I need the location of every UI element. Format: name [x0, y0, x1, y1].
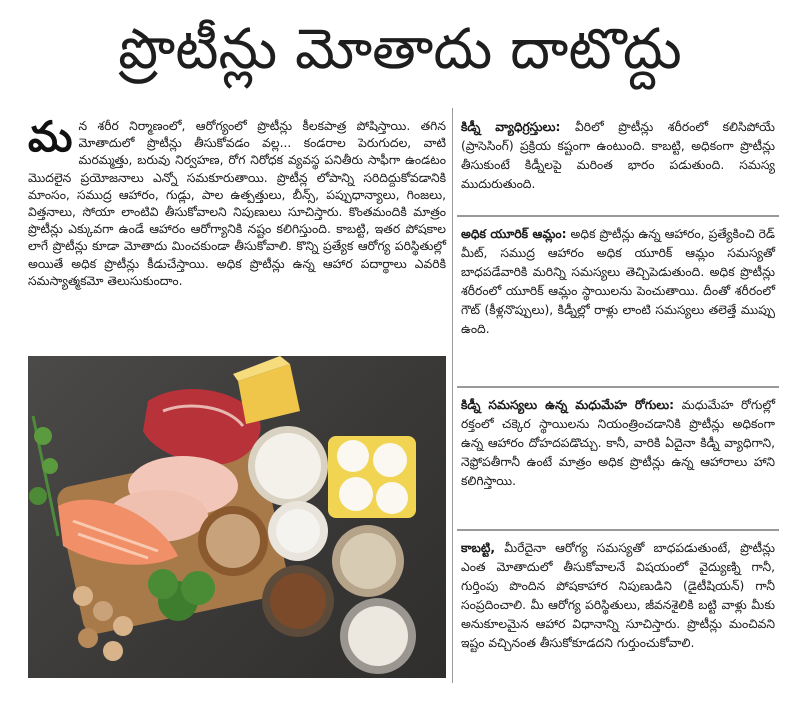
box-body: వీరిలో ప్రొటీన్లు శరీరంలో కలిసిపోయే (ప్రాసెసింగ్) ప్రక్రియ కష్టంగా ఉంటుంది. కాబట్టి, అధికంగా ప్రొటీన్లు తీసుకుంటే కిడ్నీలపై మరింత భారం పడుతుంది. సమస్య ముదురుతుంది. [461, 120, 775, 191]
headline: ప్రొటీన్లు మోతాదు దాటొద్దు [118, 17, 682, 82]
column-divider [452, 108, 453, 683]
box-uric-acid [457, 217, 779, 388]
intro-article [28, 112, 446, 290]
box-heading: కాబట్టి, [461, 541, 496, 555]
box-heading: కిడ్నీ వ్యాధిగ్రస్తులు: [461, 120, 561, 134]
box-diabetic-kidney [457, 388, 779, 531]
box-body: అధిక ప్రొటీన్లు ఉన్న ఆహారం, ప్రత్యేకించి రెడ్ మీట్, సముద్ర ఆహారం అధిక యూరిక్ ఆమ్లం సమస్యతో బాధపడేవారికి మరిన్ని సమస్యలు తెచ్చిపెడుతుంది. అధిక ప్రొటీన్లు శరీరంలో యూరిక్ ఆమ్లం స్థాయిలను పెంచుతాయి. దీంతో శరీరంలో గౌట్ (కీళ్లనొప్పులు), కిడ్నీల్లో రాళ్లు లాంటి సమస్యలు తలెత్తే ముప్పు ఉంది. [461, 227, 776, 336]
food-photo [28, 356, 446, 678]
box-kidney-patients [457, 110, 779, 217]
box-body: మీరేదైనా ఆరోగ్య సమస్యతో బాధపడుతుంటే, ప్రొటీన్లు ఎంత మోతాదులో తీసుకోవాలనే విషయంలో వైద్యుణ్ని గానీ, గుర్తింపు పొందిన పోషకాహార నిపుణుడిని (డైటీషియన్) గానీ సంప్రదించాలి. మీ ఆరోగ్య పరిస్థితులు, జీవనశైలికి బట్టి వాళ్లు మీకు అనుకూలమైన ఆహార విధానాన్ని సూచిస్తారు. ప్రొటీన్లు మంచివని ఇష్టం వచ్చినంత తీసుకోకూడదని గుర్తుంచుకోవాలి. [461, 541, 775, 650]
box-conclusion [457, 531, 779, 712]
drop-cap: మ [28, 112, 73, 161]
protein-foods-illustration [28, 356, 446, 678]
box-heading: కిడ్నీ సమస్యలు ఉన్న మధుమేహ రోగులు: [461, 398, 675, 412]
intro-body: న శరీర నిర్మాణంలో, ఆరోగ్యంలో ప్రొటీన్లు కీలకపాత్ర పోషిస్తాయి. తగిన మోతాదులో ప్రొటీన్లు తీసుకోవడం వల్ల... కండరాల పెరుగుదల, వాటి మరమ్మత్తు, బరువు నిర్వహణ, రోగ నిరోధక వ్యవస్థ పనితీరు సాఫీగా ఉండటం మొదలైన ప్రయోజనాలు ఎన్నో సమకూరుతాయి. ప్రొటీన్ల లోపాన్ని సరిదిద్దుకోవడానికి మాంసం, సముద్ర ఆహారం, గుడ్లు, పాల ఉత్పత్తులు, బీన్స్, పప్పుధాన్యాలు, గింజలు, విత్తనాలు, సోయా లాంటివి తీసుకోవాలని నిపుణులు సూచిస్తారు. కొంతమందికి మాత్రం ప్రొటీన్లు ఎక్కువగా ఉండే ఆహారం ఆరోగ్యానికి నష్టం కలిగిస్తుంది. కాబట్టి, ఇతర పోషకాల లాగే ప్రొటీన్లు కూడా మోతాదు మించకుండా తీసుకోవాలి. కొన్ని ప్రత్యేక ఆరోగ్య పరిస్థితుల్లో అయితే అధిక ప్రొటీన్లు కీడుచేస్తాయి. అధిక ప్రొటీన్లు ఉన్న ఆహార పదార్థాలు ఎవరికి సమస్యాత్మకమో తెలుసుకుందాం. [28, 119, 446, 288]
box-heading: అధిక యూరిక్ ఆమ్లం: [461, 227, 567, 241]
sidebar-boxes [457, 110, 779, 712]
box-body: మధుమేహ రోగుల్లో రక్తంలో చక్కెర స్థాయిలను నియంత్రించడానికి ప్రొటీన్లు అధికంగా ఉన్న ఆహారం దోహదపడొచ్చు. కానీ, వారికి ఏదైనా కిడ్నీ వ్యాధిగాని, నెఫ్రోపతీగానీ ఉంటే మాత్రం అధిక ప్రొటీన్లు ఉన్న ఆహారాలు హాని కలిగిస్తాయి. [461, 398, 776, 488]
